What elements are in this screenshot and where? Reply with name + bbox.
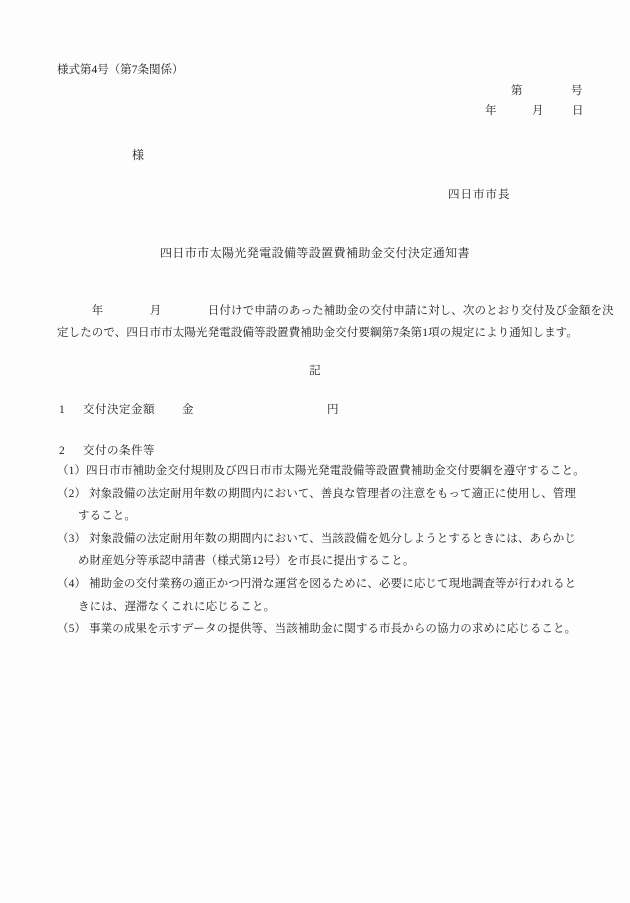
doc-number-suffix: 号 [571,85,583,97]
body-paragraph-line-2: 定したので、四日市市太陽光発電設備等設置費補助金交付要綱第7条第1項の規定により通知します。 [57,327,578,339]
item-1-number: 1 [59,404,65,416]
condition-line: （3） 対象設備の法定耐用年数の期間内において、当該設備を処分しようとするときには、あらかじ [57,532,576,545]
condition-line: （2） 対象設備の法定耐用年数の期間内において、善良な管理者の注意をもって適正に使用し、管理 [57,487,576,500]
item-2-heading [0,446,630,460]
document-title: 四日市市太陽光発電設備等設置費補助金交付決定通知書 [159,246,470,260]
item-2-number: 2 [59,445,65,457]
addressee-suffix: 様 [132,148,145,162]
item-1-amount-line [0,405,630,419]
condition-line: （1）四日市市補助金交付規則及び四日市市太陽光発電設備等設置費補助金交付要綱を遵守すること。 [57,465,585,477]
amount-suffix: 円 [327,404,339,416]
conditions-list [57,466,613,647]
body-paragraph-line-1: 年 月 日付けで申請のあった補助金の交付申請に対し、次のとおり交付及び金額を決 [57,305,614,317]
form-number: 様式第4号（第7条関係） [57,64,184,76]
date-year-label: 年 [485,105,497,117]
record-marker: 記 [309,365,321,377]
condition-line-continuation: すること。 [78,510,136,523]
item-1-label: 交付決定金額 [83,404,155,416]
condition-line: （4） 補助金の交付業務の適正かつ円滑な運営を図るために、必要に応じて現地調査等が行われると [57,577,577,590]
date-day-label: 日 [572,105,584,117]
doc-number-prefix: 第 [511,85,523,97]
condition-line-continuation: め財産処分等承認申請書（様式第12号）を市長に提出すること。 [78,555,415,568]
sender-title: 四日市市長 [448,189,511,201]
item-2-label: 交付の条件等 [83,445,155,457]
condition-line: （5） 事業の成果を示すデータの提供等、当該補助金に関する市長からの協力の求めに応じること。 [57,623,577,636]
condition-line-continuation: きには、遅滞なくこれに応じること。 [78,600,276,613]
date-month-label: 月 [532,105,544,117]
amount-prefix: 金 [182,404,194,416]
